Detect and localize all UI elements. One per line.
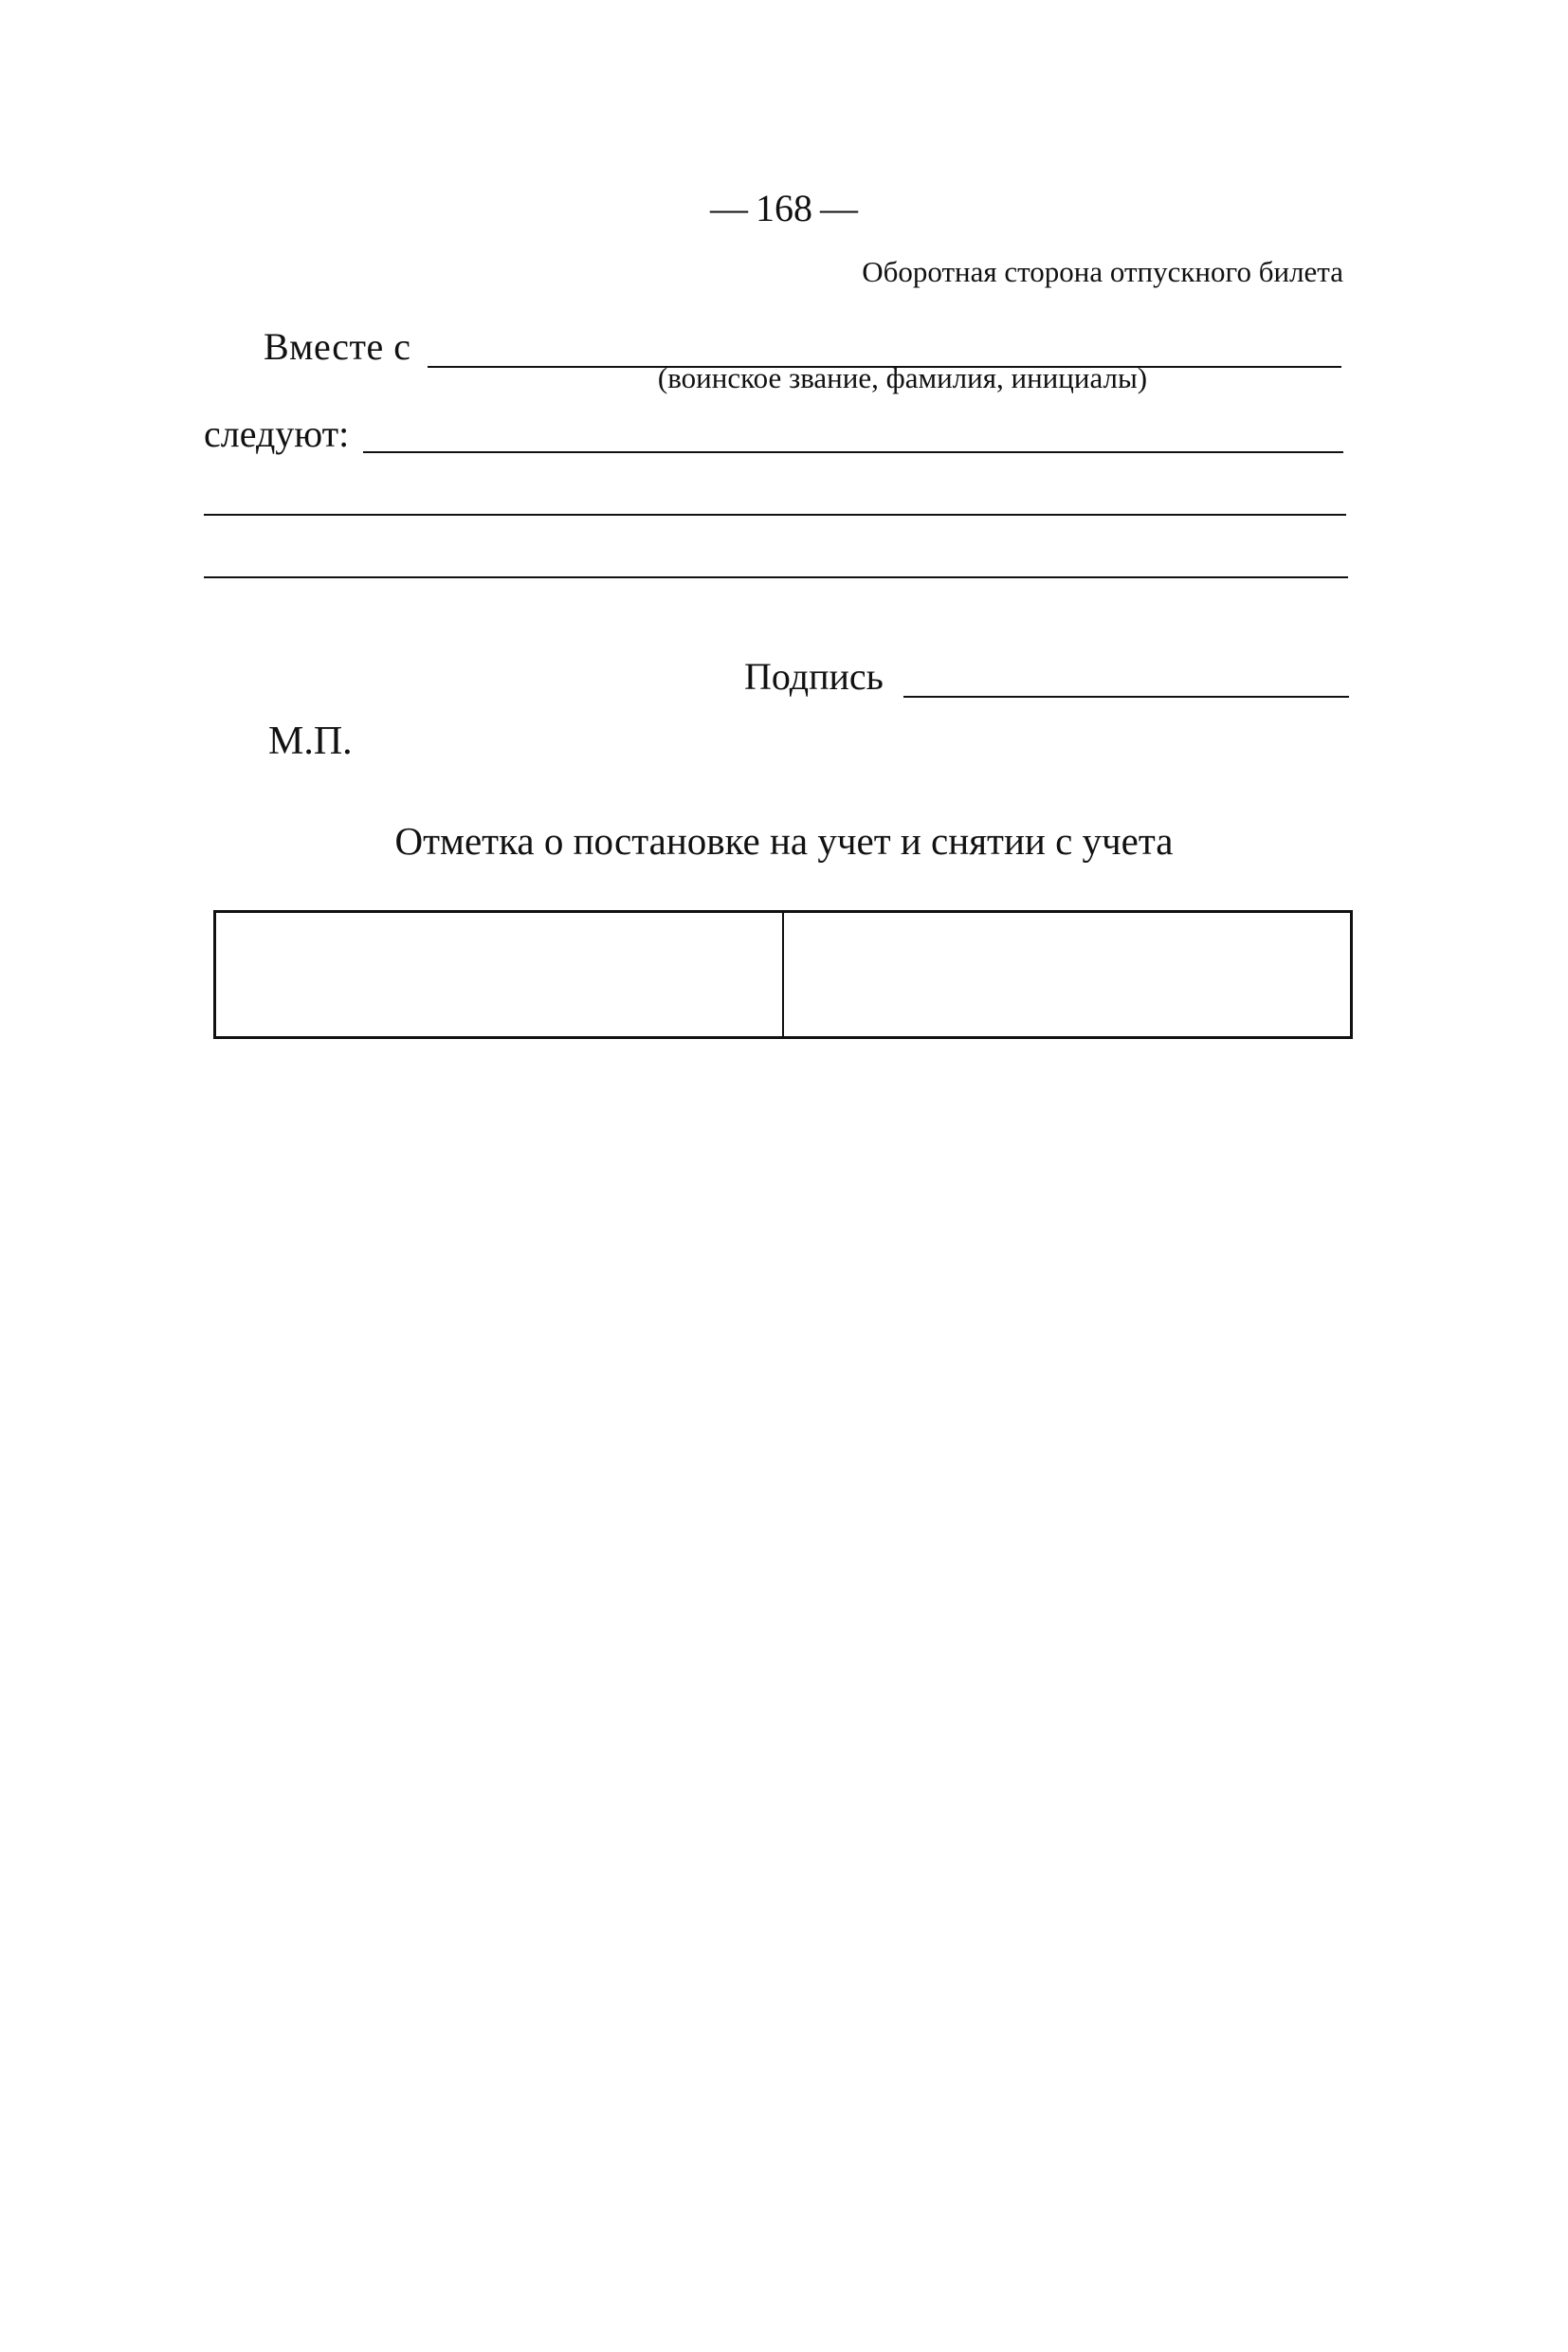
page-number-dash-right: —	[820, 187, 858, 229]
following-label: следуют:	[204, 412, 350, 455]
page-number-dash-left: —	[710, 187, 748, 229]
page-number-value: 168	[756, 187, 812, 229]
ticket-side-note: Оборотная сторона отпускного билета	[862, 255, 1343, 288]
registration-table	[213, 910, 1353, 1039]
signature-label: Подпись	[744, 655, 884, 698]
registration-cell-right[interactable]	[784, 913, 1350, 1036]
stamp-label: М.П.	[268, 720, 353, 763]
signature-field-line[interactable]	[903, 696, 1349, 698]
following-field-line-2[interactable]	[204, 514, 1346, 516]
registration-section-title: Отметка о постановке на учет и снятии с учета	[394, 819, 1174, 863]
following-field-line-1[interactable]	[363, 451, 1343, 453]
together-with-field-hint: (воинское звание, фамилия, инициалы)	[657, 361, 1148, 394]
following-field-line-3[interactable]	[204, 576, 1348, 578]
registration-cell-left[interactable]	[216, 913, 784, 1036]
together-with-label: Вместе с	[264, 325, 411, 368]
page-number	[0, 186, 1568, 231]
